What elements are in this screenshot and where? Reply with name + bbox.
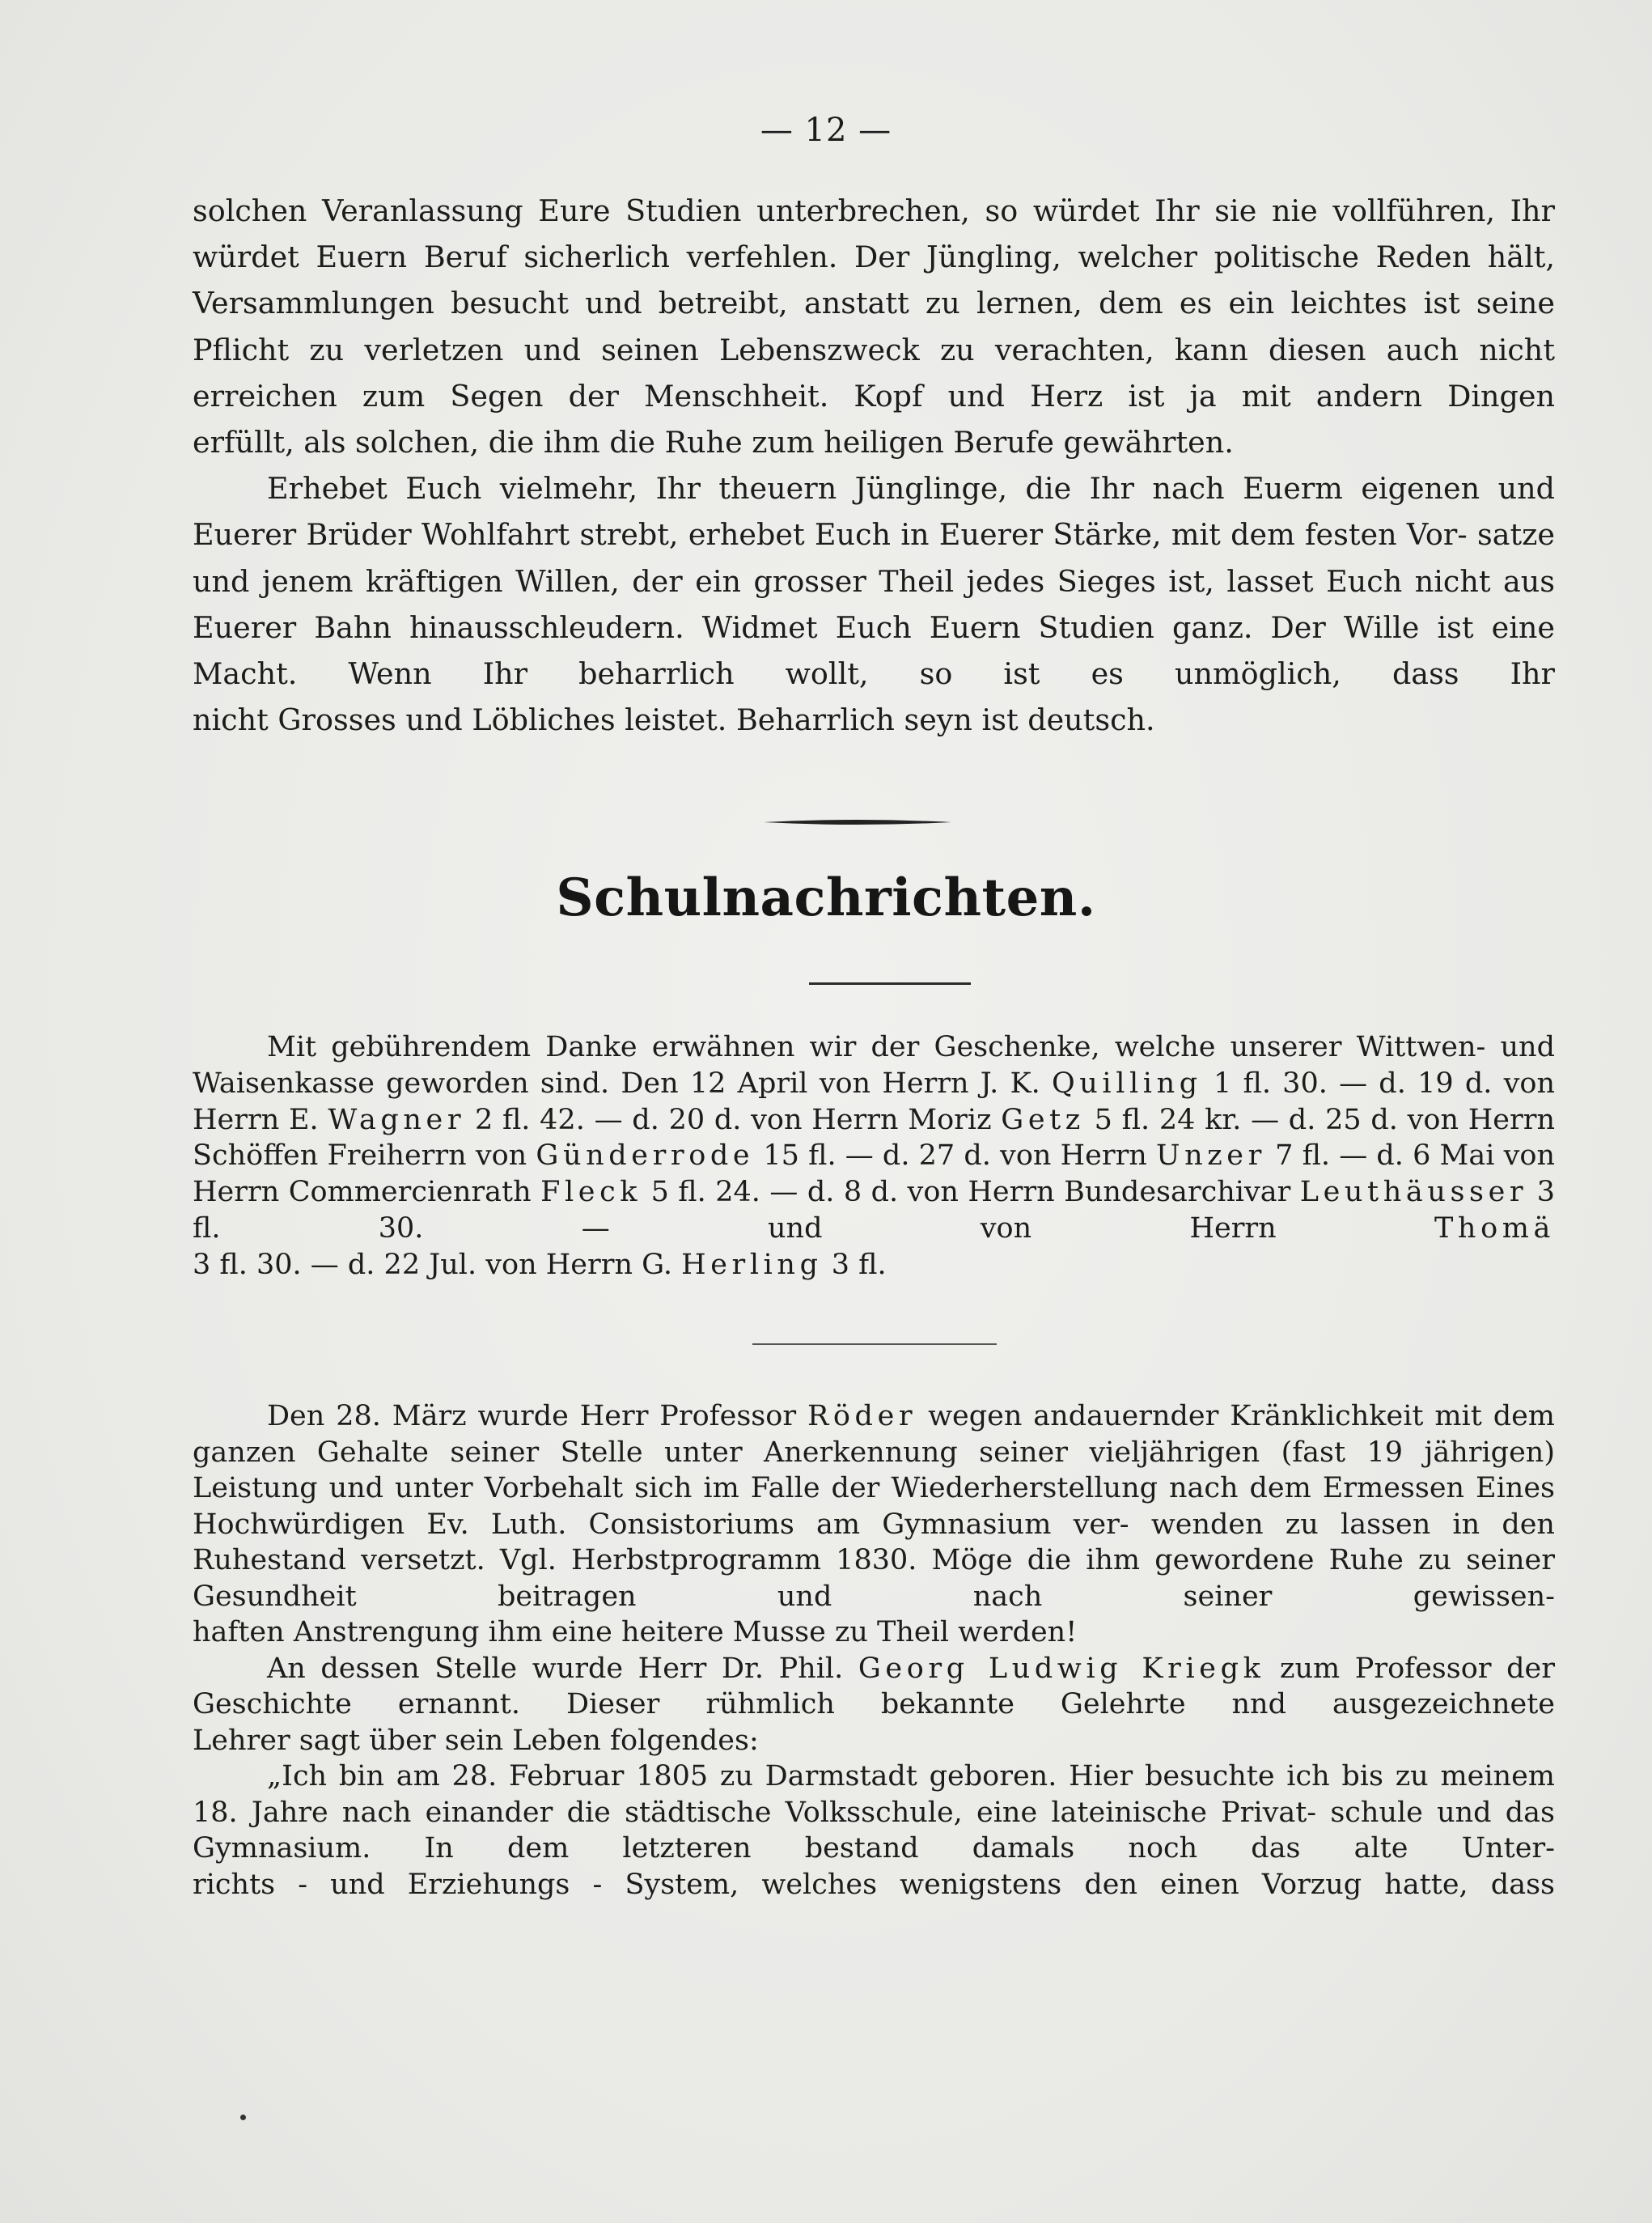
spaced-name: Thomä (1434, 1211, 1555, 1245)
text-line: der Geschichte ernannt. Dieser rühmlich bekannte Gelehrte nnd ausgezeichnete (193, 1652, 1555, 1720)
text-line: An dessen Stelle wurde Herr Dr. Phil. Georg Ludwig Kriegk zum Professor (267, 1652, 1492, 1685)
spaced-name: Quilling (1051, 1067, 1202, 1100)
spaced-name: Röder (807, 1400, 917, 1432)
text-line: richts - und Erziehungs - System, welches wenigstens den einen Vorzug hatte, dass (193, 1868, 1555, 1901)
text-line: satze und jenem kräftigen Willen, der ein grosser Theil jedes Sieges ist, lasset (193, 517, 1555, 599)
text-line: Mit gebührendem Danke erwähnen wir der Geschenke, welche unserer Wittwen- (267, 1031, 1486, 1063)
spaced-name: Günderrode (536, 1139, 755, 1173)
text-line: 3 fl. 30. — d. 22 Jul. von Herrn G. Herling 3 fl. (193, 1248, 887, 1281)
text-line: seine Pflicht zu verletzen und seinen Lebenszweck zu verachten, kann diesen auch (193, 286, 1556, 367)
text-line: wenden zu lassen in den Ruhestand versetzt. Vgl. Herbstprogramm 1830. Möge die (193, 1508, 1555, 1576)
paragraph (193, 1029, 1555, 1247)
text-line: 19 jährigen) Leistung und unter Vorbehalt sich im Falle der Wiederherstellung nach (193, 1436, 1555, 1504)
spaced-name: Getz (1001, 1103, 1085, 1136)
paragraph-last-line (193, 1614, 1555, 1651)
spaced-name: Wagner (328, 1103, 466, 1136)
intro-paragraph-2-end (193, 697, 1555, 743)
text-line: Lehrer sagt über sein Leben folgendes: (193, 1724, 759, 1757)
text-line: Erhebet Euch vielmehr, Ihr theuern Jünglinge, die Ihr nach Euerm eigenen und (267, 471, 1555, 507)
text-line: Ihr würdet Euern Beruf sicherlich verfehlen. Der Jüngling, welcher politische Reden (193, 193, 1555, 275)
staff-news (193, 1398, 1555, 1903)
heading-rule (809, 982, 971, 985)
intro-paragraph-1 (193, 188, 1555, 419)
spaced-name: Georg Ludwig Kriegk (858, 1652, 1265, 1685)
text-line: erfüllt, als solchen, die ihm die Ruhe zum heiligen Berufe gewährten. (193, 425, 1234, 460)
text-line: Der Wille ist eine Macht. Wenn Ihr beharrlich wollt, so ist es unmöglich, dass Ihr (193, 609, 1555, 692)
text-line: d. 8 d. von Herrn Bundesarchivar Leuthäusser 3 fl. 30. — und von Herrn Thomä (193, 1176, 1555, 1245)
paragraph-last-line (193, 1247, 1555, 1283)
text-line: solchen Veranlassung Eure Studien unterbrechen, so würdet Ihr sie nie vollführen, (193, 193, 1495, 228)
text-line: meinem 18. Jahre nach einander die städtische Volksschule, eine lateinische Privat- (193, 1760, 1555, 1829)
text-line: haften Anstrengung ihm eine heitere Musse zu Theil werden! (193, 1616, 1078, 1648)
spaced-name: Unzer (1156, 1139, 1266, 1173)
intro-paragraph-1-end (193, 419, 1555, 465)
separator-rule (752, 1343, 997, 1345)
paragraph-last-line (193, 1723, 1555, 1759)
spaced-name: Leuthäusser (1299, 1176, 1528, 1209)
text-line: dem Ermessen Eines Hochwürdigen Ev. Luth. Consistoriums am Gymnasium ver- (193, 1472, 1555, 1541)
text-line: nicht erreichen zum Segen der Menschheit. Kopf und Herz ist ja mit andern Dingen (193, 332, 1555, 414)
text-line: Euch nicht aus Euerer Bahn hinausschleudern. Widmet Euch Euern Studien ganz. (193, 563, 1556, 645)
intro-paragraph-2 (193, 465, 1555, 697)
text-line: hält, Versammlungen besucht und betreibt, anstatt zu lernen, dem es ein leichtes ist (193, 240, 1556, 321)
spaced-name: Herling (681, 1248, 823, 1281)
text-line: — d. 19 d. von Herrn E. Wagner 2 fl. 42. — d. 20 d. von Herrn Moriz Getz 5 fl. (193, 1067, 1555, 1136)
paper-speck (240, 2115, 246, 2120)
text-line: nicht Grosses und Löbliches leistet. Beharrlich seyn ist deutsch. (193, 702, 1155, 738)
gifts-paragraph (193, 1029, 1555, 1283)
section-heading: Schulnachrichten. (556, 868, 1096, 928)
page-number: — 12 — (760, 112, 892, 149)
text-line: Euerer Brüder Wohlfahrt strebt, erhebet Euch in Euerer Stärke, mit dem festen Vor- (193, 517, 1468, 553)
paragraph (193, 1758, 1555, 1867)
text-line: Den 28. März wurde Herr Professor Röder wegen andauernder Kränklichkeit (267, 1400, 1424, 1432)
text-line: schule und das Gymnasium. In dem letzteren bestand damals noch das alte Unter- (193, 1796, 1555, 1865)
text-line: ihm gewordene Ruhe zu seiner Gesundheit beitragen und nach seiner gewissen- (193, 1544, 1555, 1613)
text-line: „Ich bin am 28. Februar 1805 zu Darmstadt geboren. Hier besuchte ich bis zu (267, 1760, 1429, 1792)
text-line: 24 kr. — d. 25 d. von Herrn Schöffen Freiherrn von Günderrode 15 fl. — d. 27 d. (193, 1103, 1555, 1173)
paragraph (193, 1398, 1555, 1614)
text-line: von Herrn Unzer 7 fl. — d. 6 Mai von Herrn Commercienrath Fleck 5 fl. 24. — (193, 1139, 1555, 1209)
spaced-name: Fleck (540, 1176, 642, 1209)
text-line: mit dem ganzen Gehalte seiner Stelle unter Anerkennung seiner vieljährigen (fast (193, 1400, 1555, 1469)
text-line: und Waisenkasse geworden sind. Den 12 April von Herrn J. K. Quilling 1 fl. 30. (193, 1031, 1555, 1100)
paragraph-last-line (193, 1867, 1555, 1903)
section-ornament (764, 816, 951, 829)
intro-text (193, 188, 1555, 743)
paragraph (193, 1651, 1555, 1723)
